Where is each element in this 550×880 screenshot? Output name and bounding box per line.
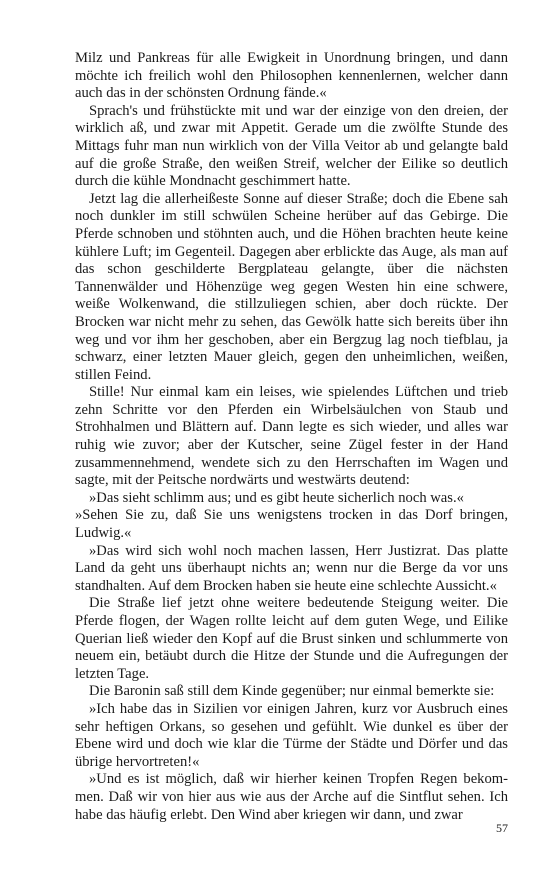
paragraph: »Und es ist möglich, daß wir hierher keinen Tropfen Regen bekommen. Daß wir von hier aus wie aus der Arche auf die Sintflut sehen. Ich habe das häufig erlebt. Den Wind aber kriegen wir dann, und zwar	[75, 771, 508, 823]
paragraph: »Ich habe das in Sizilien vor einigen Jahren, kurz vor Ausbruch eines sehr heftigen Orkans, so gesehen und gefühlt. Wie dunkel es über der Ebene wird und doch wie klar die Türme der Städte und Dörfer und das übrige hervortreten!«	[75, 700, 508, 770]
paragraph: »Das wird sich wohl noch machen lassen, Herr Justizrat. Das platte Land da geht uns überhaupt nichts an; wenn nur die Berge da vor uns standhalten. Auf dem Brocken haben sie heute eine schlechte Aussicht.«	[75, 542, 508, 594]
paragraph: Milz und Pankreas für alle Ewigkeit in Unordnung bringen, und dann möchte ich freilich wohl den Philosophen kennenlernen, welcher dann auch das in der schönsten Ordnung fände.«	[75, 50, 508, 102]
paragraph: Die Baronin saß still dem Kinde gegenüber; nur einmal bemerkte sie:	[89, 683, 495, 700]
paragraph: »Sehen Sie zu, daß Sie uns wenigstens trocken in das Dorf bringen, Ludwig.«	[75, 507, 508, 542]
paragraph: Jetzt lag die allerheißeste Sonne auf dieser Straße; doch die Ebene sah noch dunkler im still schwülen Scheine herüber auf das Gebirge. Die Pferde schnoben und stöhnten auch, und die Höhen brachten heute keine kühlere Luft; im Gegenteil. Dagegen aber erblickte das Auge, als man auf das schon geschilderte Bergplateau gelangte, über die nächsten Tannenwälder und Höhenzüge weg gegen Westen hin eine schwere, weiße Wolkenwand, die stillzuliegen schien, aber doch rückte. Der Brocken war nicht mehr zu sehen, das Gewölk hatte sich bereits über ihn weg und vor ihm her geschoben, aber ein Bergzug lag noch tiefblau, ja schwarz, einer letzten Mauer gleich, gegen den unheimlichen, weißen, stillen Feind.	[75, 190, 508, 383]
page-number: 57	[496, 821, 508, 835]
paragraph: Die Straße lief jetzt ohne weitere bedeutende Steigung weiter. Die Pferde flogen, der Wagen rollte leicht auf dem guten Wege, und Eilike Querian ließ wieder den Kopf auf die Brust sinken und schlummerte von neuem ein, betäubt durch die Hitze der Stunde und die Aufregungen der letzten Tage.	[75, 595, 508, 682]
paragraph: Stille! Nur einmal kam ein leises, wie spielendes Lüftchen und trieb zehn Schritte vor den Pferden ein Wirbelsäulchen von Staub und Strohhalmen und Blättern auf. Dann legte es sich wieder, und alles war ruhig wie zuvor; aber der Kutscher, seine Zügel fester in der Hand zusammennehmend, wendete sich zu den Herrschaften im Wagen und sagte, mit der Peitsche nordwärts und westwärts deutend:	[75, 384, 508, 489]
paragraph: »Das sieht schlimm aus; und es gibt heute sicherlich noch was.«	[89, 489, 464, 506]
paragraph: Sprach's und frühstückte mit und war der einzige von den dreien, der wirklich aß, und zwar mit Appetit. Gerade um die zwölfte Stunde des Mittags fuhr man nun wirklich von der Villa Veitor ab und gelangte bald auf die große Straße, den weißen Streif, welcher der Eilike so deutlich durch die kühle Mondnacht geschimmert hatte.	[75, 102, 508, 190]
body-text	[75, 50, 508, 824]
